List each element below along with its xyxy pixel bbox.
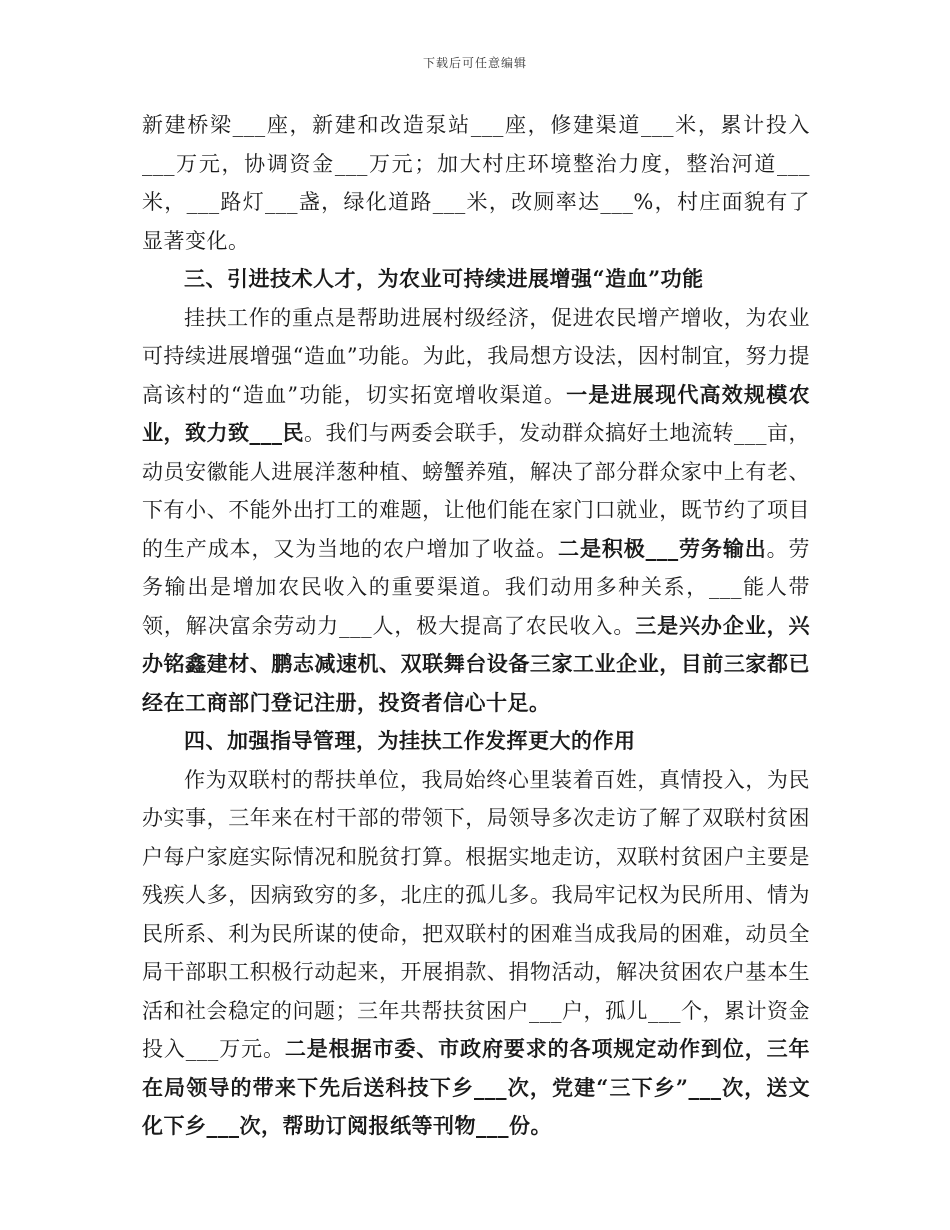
section-3-point-1-text: 。我们与两委会联手，发动群众搞好土地流转___亩，动员安徽能人进展洋葱种植、螃蟹养殖，解决了部分群众家中上有老、下有小、不能外出打工的难题，让他们能在家门口就业，既节约了项目的生产成本，又为当地的农户增加了收益。 [142, 421, 810, 561]
section-4-intro: 作为双联村的帮扶单位，我局始终心里装着百姓，真情投入，为民办实事，三年来在村干部的带领下，局领导多次走访了解了双联村贫困户每户家庭实际情况和脱贫打算。根据实地走访，双联村贫困户主要是残疾人多，因病致穷的多，北庄的孤儿多。我局牢记权为民所用、情为民所系、利为民所谋的使命，把双联村的困难当成我局的困难，动员全局干部职工积极行动起来，开展捐款、捐物活动，解决贫困农户基本生活和社会稳定的问题；三年共帮扶贫困户___户，孤儿___个，累计资金投入___万元。 [142, 767, 810, 1061]
section-3-heading: 三、引进技术人才，为农业可持续进展增强“造血”功能 [184, 266, 704, 291]
section-3-point-3-bold: 三是兴办企业，兴办铭鑫建材、鹏志减速机、双联舞台设备三家工业企业，目前三家都已经在工商部门登记注册，投资者信心十足。 [142, 612, 811, 715]
section-4-paragraph [142, 761, 810, 1146]
section-4-heading: 四、加强指导管理，为挂扶工作发挥更大的作用 [184, 728, 636, 753]
intro-paragraph: 新建桥梁___座，新建和改造泵站___座，修建渠道___米，累计投入___万元，协调资金___万元；加大村庄环境整治力度，整治河道___米，___路灯___盏，绿化道路___米，改厕率达___%，村庄面貌有了显著变化。 [142, 113, 810, 253]
section-3-point-1-bold: 一是进展现代高效规模农业，致力致___民 [142, 381, 810, 445]
section-3-intro: 挂扶工作的重点是帮助进展村级经济，促进农民增产增收，为农业可持续进展增强“造血”功能。为此，我局想方设法，因村制宜，努力提高该村的“造血”功能，切实拓宽增收渠道。 [142, 305, 810, 407]
page-header: 下载后可任意编辑 [422, 56, 527, 70]
section-4-point-2-bold: 二是根据市委、市政府要求的各项规定动作到位，三年在局领导的带来下先后送科技下乡___次，党建“三下乡”___次，送文化下乡___次，帮助订阅报纸等刊物___份。 [142, 1036, 811, 1138]
section-3-paragraph [142, 299, 810, 723]
section-3-point-2-bold: 二是积极___劳务输出 [558, 535, 767, 561]
section-3-point-2-text: 。劳务输出是增加农民收入的重要渠道。我们动用多种关系，___能人带领，解决富余劳动力___人，极大提高了农民收入。 [142, 536, 811, 638]
document-body [142, 106, 810, 1146]
